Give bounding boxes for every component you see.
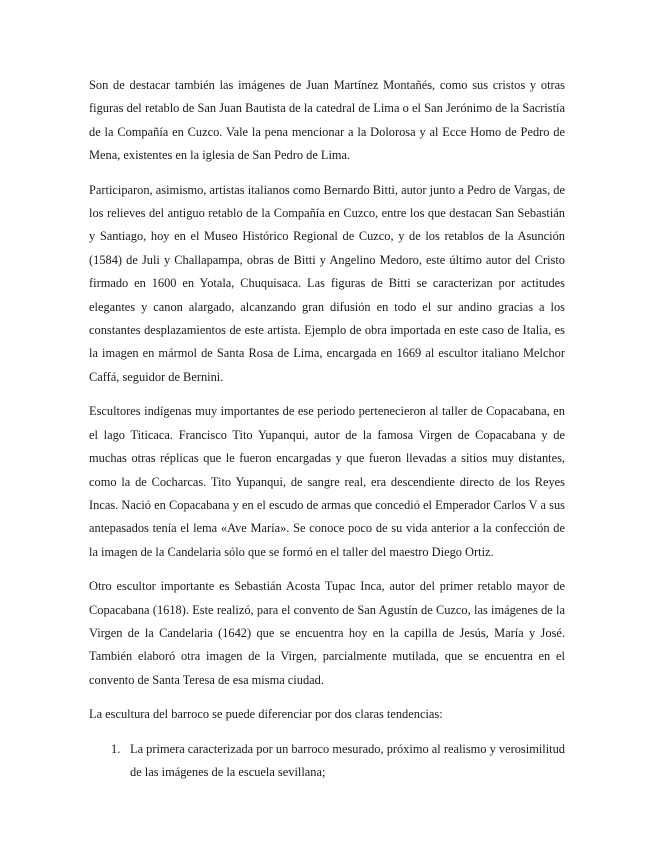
list-item-text: La primera caracterizada por un barroco mesurado, próximo al realismo y verosimilitud de las imágenes de la escuela sevillana; bbox=[130, 741, 565, 779]
paragraph-montanes: Son de destacar también las imágenes de Juan Martínez Montañés, como sus cristos y otras figuras del retablo de San Juan Bautista de la catedral de Lima o el San Jerónimo de la Sacristía de la Compañía en Cuzco. Vale la pena mencionar a la Dolorosa y al Ecce Homo de Pedro de Mena, existentes en la iglesia de San Pedro de Lima. bbox=[89, 78, 565, 163]
paragraph-indigenous-sculptors: Escultores indígenas muy importantes de ese periodo pertenecieron al taller de Copacabana, en el lago Titicaca. Francisco Tito Yupanqui, autor de la famosa Virgen de Copacabana y de muchas otras réplicas que le fueron encargadas y que fueron llevadas a sitios muy distantes, como la de Cocharcas. Tito Yupanqui, de sangre real, era descendiente directo de los Reyes Incas. Nació en Copacabana y en el escudo de armas que concedió el Emperador Carlos V a sus antepasados tenía el lema «Ave María». Se conoce poco de su vida anterior a la confección de la imagen de la Candelaria sólo que se formó en el taller del maestro Diego Ortiz. bbox=[89, 404, 565, 559]
document-body bbox=[89, 74, 565, 784]
list-intro: La escultura del barroco se puede diferenciar por dos claras tendencias: bbox=[89, 707, 443, 722]
tendencies-list bbox=[89, 738, 565, 785]
list-item-number: 1. bbox=[111, 741, 121, 756]
list-item bbox=[89, 738, 565, 785]
paragraph-acosta-tupac-inca: Otro escultor importante es Sebastián Acosta Tupac Inca, autor del primer retablo mayor de Copacabana (1618). Este realizó, para el convento de San Agustín de Cuzco, las imágenes de la Virgen de la Candelaria (1642) que se encuentra hoy en la capilla de Jesús, María y José. También elaboró otra imagen de la Virgen, parcialmente mutilada, que se encuentra en el convento de Santa Teresa de esa misma ciudad. bbox=[89, 579, 565, 687]
paragraph-italian-artists: Participaron, asimismo, artistas italianos como Bernardo Bitti, autor junto a Pedro de Vargas, de los relieves del antiguo retablo de la Compañía en Cuzco, entre los que destacan San Sebastián y Santiago, hoy en el Museo Histórico Regional de Cuzco, y de los retablos de la Asunción (1584) de Juli y Challapampa, obras de Bitti y Angelino Medoro, este último autor del Cristo firmado en 1600 en Yotala, Chuquisaca. Las figuras de Bitti se caracterizan por actitudes elegantes y canon alargado, alcanzando gran difusión en todo el sur andino gracias a los constantes desplazamientos de este artista. Ejemplo de obra importada en este caso de Italia, es la imagen en mármol de Santa Rosa de Lima, encargada en 1669 al escultor italiano Melchor Caffá, seguidor de Bernini. bbox=[89, 182, 565, 384]
